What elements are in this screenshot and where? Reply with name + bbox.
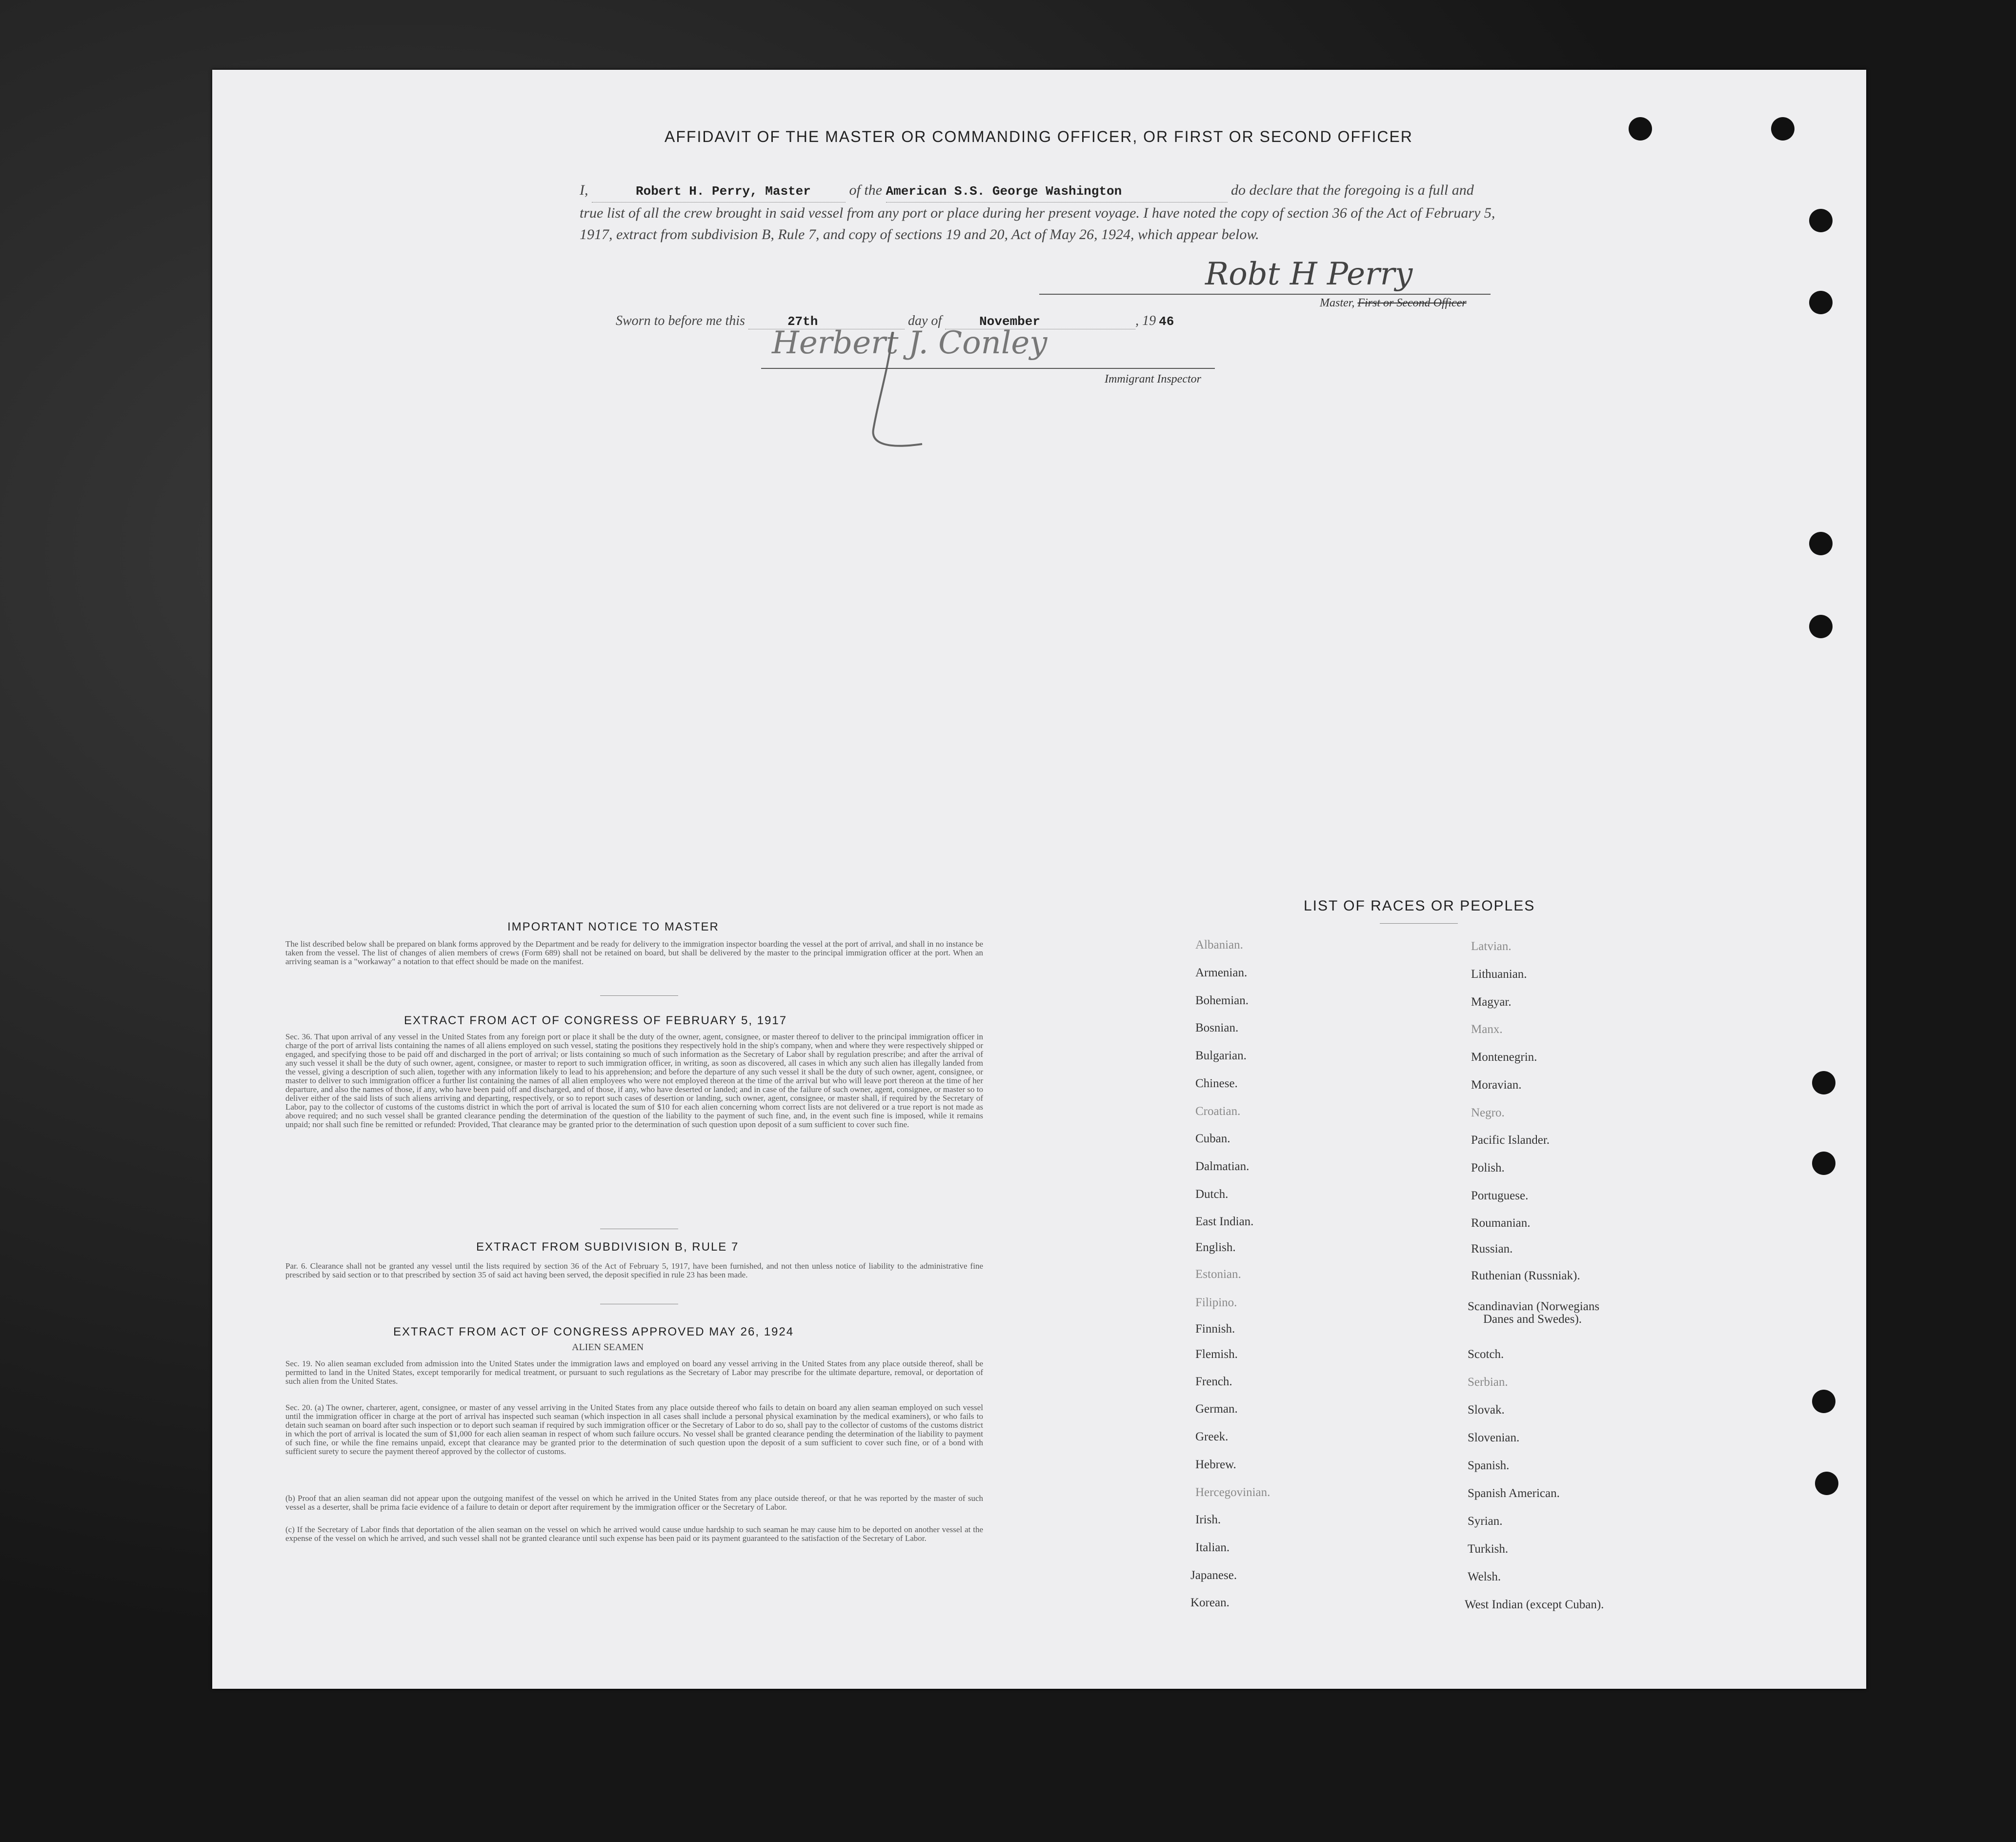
sworn-month-value: November bbox=[979, 314, 1040, 329]
race-right-item: Russian. bbox=[1471, 1242, 1513, 1255]
year-value: 46 bbox=[1159, 314, 1174, 329]
master-label-text: Master, bbox=[1320, 297, 1355, 309]
vessel-name-value: American S.S. George Washington bbox=[886, 184, 1122, 199]
race-left-item: Dalmatian. bbox=[1195, 1160, 1250, 1173]
race-left-item: Japanese. bbox=[1190, 1569, 1237, 1582]
race-right-item: Slovak. bbox=[1468, 1403, 1505, 1417]
race-left-item: Hebrew. bbox=[1195, 1458, 1236, 1471]
race-left-item: Bosnian. bbox=[1195, 1021, 1239, 1034]
race-left-item: Cuban. bbox=[1195, 1132, 1230, 1145]
punch-hole bbox=[1809, 532, 1833, 555]
race-left-item: Flemish. bbox=[1195, 1348, 1238, 1361]
race-right-item: Slovenian. bbox=[1468, 1431, 1520, 1444]
race-right-item: Negro. bbox=[1471, 1106, 1505, 1119]
race-left-item: Chinese. bbox=[1195, 1077, 1238, 1090]
race-left-item: German. bbox=[1195, 1402, 1238, 1416]
race-left-item: Bulgarian. bbox=[1195, 1049, 1247, 1062]
notice-title: IMPORTANT NOTICE TO MASTER bbox=[507, 920, 719, 933]
punch-hole bbox=[1812, 1390, 1835, 1413]
race-left-item: Estonian. bbox=[1195, 1268, 1241, 1281]
race-left-item: Albanian. bbox=[1195, 938, 1243, 951]
struck-officer-label: First or Second Officer bbox=[1357, 297, 1467, 309]
extract-1924-sec20a: Sec. 20. (a) The owner, charterer, agent, consignee, or master of any vessel arriving in the United States from any place outside thereof who fails to detain on board any alien seaman employed on such vessel until the immigration officer in charge at the port of arrival has inspected such seaman (which inspection in all cases shall include a personal physical examination by the medical examiners), or who fails to detain such seaman on board after such inspection or to deport such seaman if required by such immigration officer or the Secretary of Labor to do so, shall pay to the collector of customs of the customs district in which the port of arrival is located the sum of $1,000 for each alien seaman in respect of whom such failure occurs. No vessel shall be granted clearance pending the determination of the liability to payment of such fine, or while the fine remains unpaid, except that clearance may be granted prior to the determination of such question upon the deposit of a sum sufficient to cover such fine, or of a bond with sufficient surety to secure the payment thereof approved by the collector of customs. bbox=[285, 1403, 983, 1456]
punch-hole bbox=[1812, 1152, 1835, 1175]
race-left-item: East Indian. bbox=[1195, 1215, 1254, 1228]
inspector-label: Immigrant Inspector bbox=[1105, 373, 1201, 385]
master-signature-line bbox=[1039, 294, 1491, 295]
race-right-item: Moravian. bbox=[1471, 1078, 1522, 1092]
race-right-item: Polish. bbox=[1471, 1161, 1505, 1174]
race-right-item: Pacific Islander. bbox=[1471, 1134, 1550, 1147]
extract-1924-sec20b: (b) Proof that an alien seaman did not appear upon the outgoing manifest of the vessel on which he arrived in the United States from any place outside thereof, or that he was reported by the master of such vessel as a deserter, shall be prima facie evidence of a failure to detain or deport after requirement by the immigration officer or the Secretary of Labor. bbox=[285, 1494, 983, 1512]
punch-hole bbox=[1629, 117, 1652, 141]
race-right-item: Danes and Swedes). bbox=[1483, 1313, 1582, 1326]
extract-rule7-body: Par. 6. Clearance shall not be granted any vessel until the lists required by section 36 of the Act of February 5, 1917, have been furnished, and not then unless notice of liability to the administrative fine prescribed by said section or to that prescribed by section 35 of said act having been served, the deposit specified in rule 23 has been made. bbox=[285, 1261, 983, 1279]
master-signature: Robt H Perry bbox=[1205, 256, 1413, 292]
punch-hole bbox=[1809, 209, 1833, 232]
punch-hole bbox=[1809, 291, 1833, 314]
race-right-item: Montenegrin. bbox=[1471, 1051, 1537, 1064]
extract-1917-body: Sec. 36. That upon arrival of any vessel in the United States from any foreign port or place it shall be the duty of the owner, agent, consignee, or master thereof to deliver to the principal immigration officer in charge of the port of arrival lists containing the names of all aliens employed on such vessel, stating the positions they respectively hold in the ship's company, when and where they were respectively shipped or engaged, and specifying those to be paid off and discharged in the port of arrival; or lists containing so much of such information as the Secretary of Labor shall by regulation prescribe; and after the arrival of any such vessel it shall be the duty of such owner, agent, consignee, or master to report to such immigration officer, in writing, as soon as discovered, all cases in which any such alien has illegally landed from the vessel, giving a description of such alien, together with any information likely to lead to his apprehension; and before the departure of any such vessel it shall be the duty of such owner, agent, consignee, or master to deliver to such immigration officer a further list containing the names of all alien employees who were not employed thereon at the time of the arrival but who will leave port thereon at the time of her departure, and also the names of those, if any, who have been paid off and discharged, and of those, if any, who have deserted or landed; and in case of the failure of such owner, agent, consignee, or master so to deliver either of the said lists of such aliens arriving and departing, respectively, or so to report such cases of desertion or landing, such owner, agent, consignee, or master shall, if required by the Secretary of Labor, pay to the collector of customs of the customs district in which the port of arrival is located the sum of $10 for each alien concerning whom correct lists are not delivered or a true report is not made as above required; and no such vessel shall be granted clearance pending the determination of the question of the liability to the payment of such fine, and, in the event such fine is imposed, while it remains unpaid; nor shall such fine be remitted or refunded: Provided, That clearance may be granted prior to the determination of such question upon deposit of a sum sufficient to cover such fine. bbox=[285, 1032, 983, 1129]
signature-flourish bbox=[859, 332, 937, 459]
race-right-item: Scotch. bbox=[1468, 1348, 1504, 1361]
race-left-item: Hercegovinian. bbox=[1195, 1486, 1270, 1499]
race-left-item: Filipino. bbox=[1195, 1296, 1237, 1309]
race-left-item: Greek. bbox=[1195, 1430, 1229, 1443]
race-right-item: Serbian. bbox=[1468, 1376, 1508, 1389]
race-left-item: Italian. bbox=[1195, 1541, 1230, 1554]
race-right-item: Syrian. bbox=[1468, 1515, 1503, 1528]
race-right-item: West Indian (except Cuban). bbox=[1465, 1598, 1604, 1611]
race-right-item: Ruthenian (Russniak). bbox=[1471, 1269, 1580, 1282]
races-title: LIST OF RACES OR PEOPLES bbox=[1304, 898, 1535, 914]
sworn-prefix: Sworn to before me this bbox=[616, 313, 745, 328]
punch-hole bbox=[1809, 615, 1833, 638]
inspector-signature: Herbert J. Conley bbox=[772, 325, 1048, 361]
punch-hole bbox=[1812, 1071, 1835, 1094]
race-right-item: Turkish. bbox=[1468, 1542, 1509, 1556]
race-left-item: Dutch. bbox=[1195, 1188, 1229, 1201]
notice-body: The list described below shall be prepared on blank forms approved by the Department and be ready for delivery to the immigration inspector boarding the vessel at the port of arrival, and shall in no instance be taken from the vessel. The list of changes of alien members of crews (Form 689) shall not be retained on board, but shall be delivered by the master to the principal immigration officer at the port. When an arriving seaman is a "workaway" a notation to that effect should be made on the manifest. bbox=[285, 939, 983, 966]
race-right-item: Roumanian. bbox=[1471, 1216, 1531, 1230]
extract-1917-title: EXTRACT FROM ACT OF CONGRESS OF FEBRUARY 5, 1917 bbox=[404, 1014, 787, 1027]
vessel-field bbox=[886, 180, 1228, 202]
race-right-item: Magyar. bbox=[1471, 995, 1512, 1009]
affidavit-title: AFFIDAVIT OF THE MASTER OR COMMANDING OFFICER, OR FIRST OR SECOND OFFICER bbox=[665, 128, 1413, 145]
race-left-item: English. bbox=[1195, 1241, 1236, 1254]
punch-hole bbox=[1771, 117, 1794, 141]
race-right-item: Scandinavian (Norwegians bbox=[1468, 1300, 1600, 1313]
master-name-value: Robert H. Perry, Master bbox=[636, 184, 811, 199]
master-title-label bbox=[1320, 297, 1467, 310]
day-of-label: day of bbox=[907, 313, 942, 328]
race-right-item: Latvian. bbox=[1471, 940, 1512, 953]
race-left-item: Bohemian. bbox=[1195, 994, 1249, 1007]
race-right-item: Manx. bbox=[1471, 1023, 1503, 1036]
race-right-item: Spanish. bbox=[1468, 1459, 1510, 1472]
race-right-item: Welsh. bbox=[1468, 1570, 1501, 1583]
race-left-item: Korean. bbox=[1190, 1596, 1230, 1609]
race-left-item: French. bbox=[1195, 1375, 1232, 1388]
of-the-label: of the bbox=[849, 182, 882, 198]
declaration-intro: I, bbox=[580, 182, 588, 198]
race-right-item: Portuguese. bbox=[1471, 1189, 1529, 1202]
master-name-field bbox=[592, 180, 846, 202]
declaration-body: that the foregoing is a full and true list of all the crew brought in said vessel from any port or place during her present voyage. I have noted the copy of section 36 of the Act of February 5, 1917, extract from subdivision B, Rule 7, and copy of sections 19 and 20, Act of May 26, 1924, which appear below. bbox=[580, 182, 1495, 243]
divider bbox=[1380, 923, 1458, 924]
race-left-item: Croatian. bbox=[1195, 1105, 1241, 1118]
race-right-item: Lithuanian. bbox=[1471, 968, 1527, 981]
punch-hole bbox=[1815, 1472, 1838, 1495]
extract-1924-title: EXTRACT FROM ACT OF CONGRESS APPROVED MAY 26, 1924 bbox=[393, 1325, 794, 1338]
inspector-signature-line bbox=[761, 368, 1215, 369]
extract-rule7-title: EXTRACT FROM SUBDIVISION B, RULE 7 bbox=[476, 1240, 739, 1254]
year-prefix: , 19 bbox=[1135, 313, 1156, 328]
sworn-day-value: 27th bbox=[787, 314, 818, 329]
race-left-item: Finnish. bbox=[1195, 1322, 1235, 1336]
divider bbox=[600, 995, 678, 996]
declare-label: do declare bbox=[1231, 182, 1293, 198]
extract-1924-sec19: Sec. 19. No alien seaman excluded from admission into the United States under the immigration laws and employed on board any vessel arriving in the United States from any place outside thereof, shall be permitted to land in the United States, except temporarily for medical treatment, or pursuant to such regulations as the Secretary of Labor may prescribe for the ultimate departure, removal, or deportation of such alien from the United States. bbox=[285, 1359, 983, 1386]
race-left-item: Irish. bbox=[1195, 1513, 1221, 1526]
race-right-item: Spanish American. bbox=[1468, 1487, 1560, 1500]
declaration-paragraph bbox=[580, 180, 1497, 245]
race-left-item: Armenian. bbox=[1195, 966, 1248, 979]
extract-1924-subtitle: ALIEN SEAMEN bbox=[572, 1342, 644, 1353]
extract-1924-sec20c: (c) If the Secretary of Labor finds that deportation of the alien seaman on the vessel on which he arrived would cause undue hardship to such seaman he may cause him to be deported on another vessel at the expense of the vessel on which he arrived, and such vessel shall not be granted clearance until such expense has been paid or its payment guaranteed to the satisfaction of the Secretary of Labor. bbox=[285, 1525, 983, 1543]
